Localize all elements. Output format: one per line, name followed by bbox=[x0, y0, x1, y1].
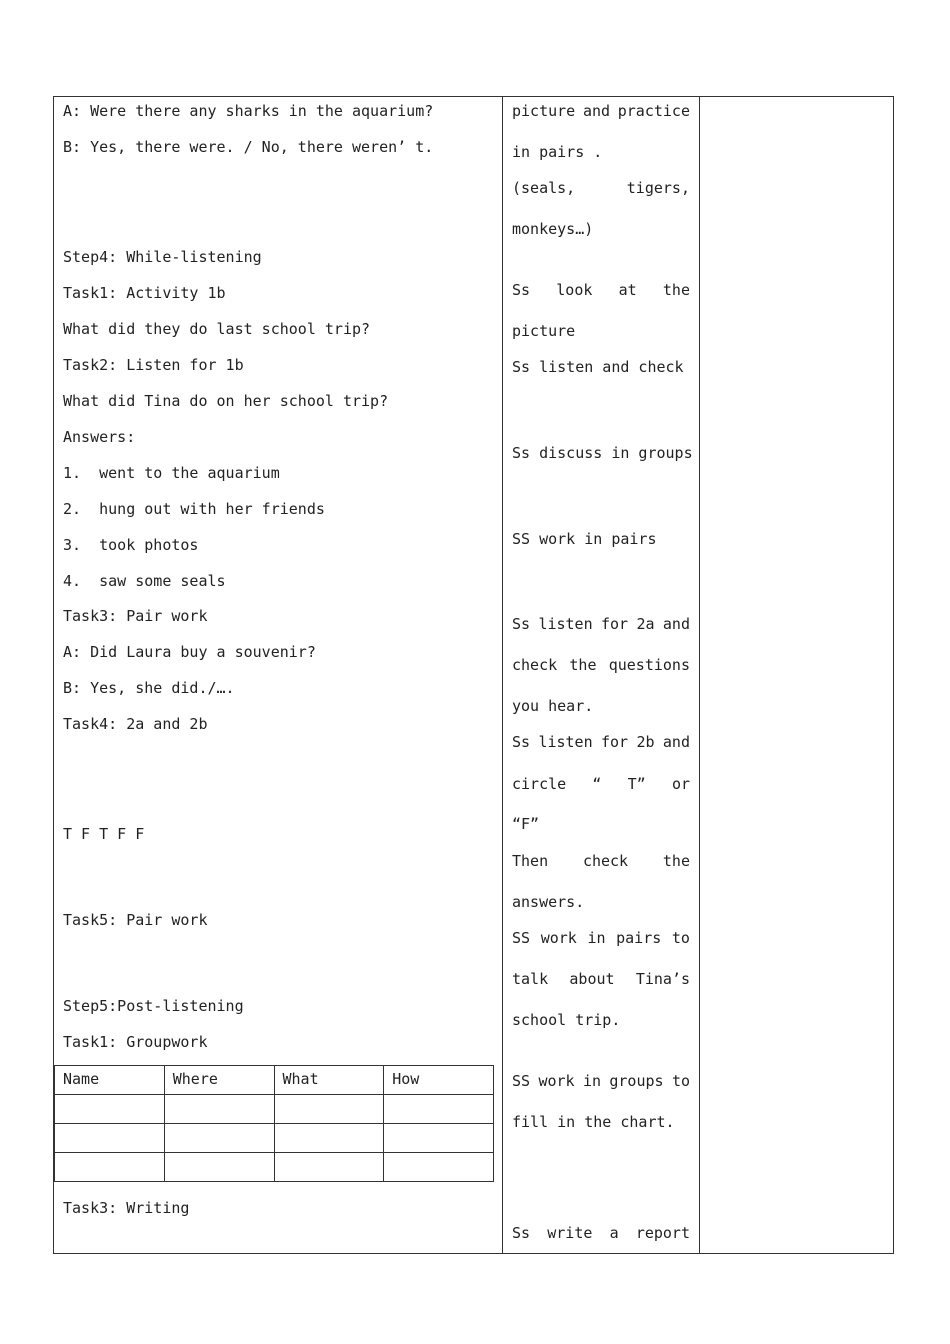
activity-word: or bbox=[671, 775, 690, 793]
activity-word: Tina’s bbox=[635, 970, 690, 988]
step-heading: Step5:Post-listening bbox=[63, 997, 244, 1015]
activity-line: monkeys…) bbox=[512, 220, 594, 238]
answer-key: T F T F F bbox=[63, 825, 145, 843]
activity-word: work bbox=[540, 929, 577, 947]
activity-line bbox=[512, 852, 690, 870]
activity-word: about bbox=[569, 970, 615, 988]
column-divider-1 bbox=[502, 97, 503, 1253]
activity-word: and bbox=[662, 733, 690, 751]
chart-header-where: Where bbox=[164, 1066, 274, 1095]
activity-line bbox=[512, 281, 690, 299]
task-heading: Task1: Groupwork bbox=[63, 1033, 208, 1051]
chart-cell bbox=[274, 1153, 384, 1182]
activity-line bbox=[512, 970, 690, 988]
activity-word: practice bbox=[617, 102, 690, 120]
chart-cell bbox=[384, 1095, 494, 1124]
activity-word: work bbox=[538, 1072, 575, 1090]
chart-row bbox=[55, 1124, 494, 1153]
activity-line: “F” bbox=[512, 815, 540, 833]
task-heading: Task1: Activity 1b bbox=[63, 284, 226, 302]
activity-word: in bbox=[582, 1072, 601, 1090]
activity-line: Ss discuss in groups bbox=[512, 444, 693, 462]
activity-word: write bbox=[547, 1224, 593, 1242]
activity-word: and bbox=[662, 615, 690, 633]
activity-word: listen bbox=[538, 733, 593, 751]
activity-word: report bbox=[635, 1224, 690, 1242]
chart-cell bbox=[164, 1124, 274, 1153]
answer-item: 1. went to the aquarium bbox=[63, 464, 280, 482]
groupwork-chart bbox=[54, 1065, 494, 1182]
activity-line: fill in the chart. bbox=[512, 1113, 675, 1131]
activity-word: picture bbox=[512, 102, 576, 120]
activity-word: listen bbox=[538, 615, 593, 633]
activity-line bbox=[512, 615, 690, 633]
activity-line bbox=[512, 102, 690, 120]
activity-word: (seals, bbox=[512, 179, 576, 197]
task-heading: Task4: 2a and 2b bbox=[63, 715, 208, 733]
chart-row bbox=[55, 1153, 494, 1182]
activity-word: groups bbox=[609, 1072, 664, 1090]
answer-item: 2. hung out with her friends bbox=[63, 500, 325, 518]
activity-word: circle bbox=[512, 775, 567, 793]
dialogue-question: A: Were there any sharks in the aquarium? bbox=[63, 102, 434, 120]
activity-word: look bbox=[556, 281, 593, 299]
activity-word: Then bbox=[512, 852, 549, 870]
chart-cell bbox=[55, 1095, 165, 1124]
answer-item: 4. saw some seals bbox=[63, 572, 226, 590]
activity-word: check bbox=[512, 656, 558, 674]
activity-word: tigers, bbox=[626, 179, 690, 197]
activity-line: you hear. bbox=[512, 697, 594, 715]
activity-word: for bbox=[601, 615, 629, 633]
activity-line bbox=[512, 733, 690, 751]
activity-word: T” bbox=[627, 775, 646, 793]
chart-row bbox=[55, 1095, 494, 1124]
dialogue-answer: B: Yes, she did./…. bbox=[63, 679, 235, 697]
activity-word: Ss bbox=[512, 615, 531, 633]
chart-header-row bbox=[55, 1066, 494, 1095]
chart-cell bbox=[384, 1124, 494, 1153]
activity-word: pairs bbox=[616, 929, 662, 947]
activity-word: to bbox=[671, 1072, 690, 1090]
chart-header-name: Name bbox=[55, 1066, 165, 1095]
activity-line bbox=[512, 775, 690, 793]
activity-line: picture bbox=[512, 322, 576, 340]
chart-cell bbox=[274, 1095, 384, 1124]
activity-word: questions bbox=[608, 656, 690, 674]
activity-word: Ss bbox=[512, 733, 531, 751]
activity-word: in bbox=[587, 929, 606, 947]
activity-word: and bbox=[582, 102, 611, 120]
activity-line: Ss listen and check bbox=[512, 358, 684, 376]
chart-cell bbox=[164, 1095, 274, 1124]
activity-line bbox=[512, 179, 690, 197]
activity-word: a bbox=[609, 1224, 619, 1242]
task-question: What did they do last school trip? bbox=[63, 320, 371, 338]
activity-word: Ss bbox=[512, 281, 531, 299]
activity-line bbox=[512, 1224, 690, 1242]
activity-word: SS bbox=[512, 1072, 531, 1090]
activity-line: answers. bbox=[512, 893, 585, 911]
activity-word: talk bbox=[512, 970, 549, 988]
activity-word: to bbox=[671, 929, 690, 947]
activity-line bbox=[512, 1072, 690, 1090]
task-heading: Task3: Writing bbox=[63, 1199, 190, 1217]
column-divider-2 bbox=[699, 97, 700, 1253]
chart-header-how: How bbox=[384, 1066, 494, 1095]
activity-word: at bbox=[618, 281, 637, 299]
task-question: What did Tina do on her school trip? bbox=[63, 392, 389, 410]
chart-header-what: What bbox=[274, 1066, 384, 1095]
activity-line bbox=[512, 929, 690, 947]
activity-word: for bbox=[601, 733, 629, 751]
chart-cell bbox=[164, 1153, 274, 1182]
activity-word: the bbox=[569, 656, 597, 674]
activity-word: 2b bbox=[636, 733, 655, 751]
dialogue-answer: B: Yes, there were. / No, there weren’ t. bbox=[63, 138, 434, 156]
activity-word: 2a bbox=[636, 615, 655, 633]
activity-line: SS work in pairs bbox=[512, 530, 657, 548]
answers-label: Answers: bbox=[63, 428, 136, 446]
task-heading: Task5: Pair work bbox=[63, 911, 208, 929]
activity-word: the bbox=[662, 281, 690, 299]
activity-word: check bbox=[582, 852, 629, 870]
chart-cell bbox=[384, 1153, 494, 1182]
lesson-plan-table bbox=[53, 96, 894, 1254]
activity-word: “ bbox=[592, 775, 602, 793]
activity-word: the bbox=[662, 852, 690, 870]
task-heading: Task2: Listen for 1b bbox=[63, 356, 244, 374]
activity-word: Ss bbox=[512, 1224, 531, 1242]
activity-line: in pairs . bbox=[512, 143, 603, 161]
activity-line: school trip. bbox=[512, 1011, 621, 1029]
dialogue-question: A: Did Laura buy a souvenir? bbox=[63, 643, 316, 661]
task-heading: Task3: Pair work bbox=[63, 607, 208, 625]
chart-cell bbox=[55, 1124, 165, 1153]
activity-word: SS bbox=[512, 929, 531, 947]
step-heading: Step4: While-listening bbox=[63, 248, 262, 266]
answer-item: 3. took photos bbox=[63, 536, 199, 554]
chart-cell bbox=[274, 1124, 384, 1153]
chart-cell bbox=[55, 1153, 165, 1182]
activity-line bbox=[512, 656, 690, 674]
